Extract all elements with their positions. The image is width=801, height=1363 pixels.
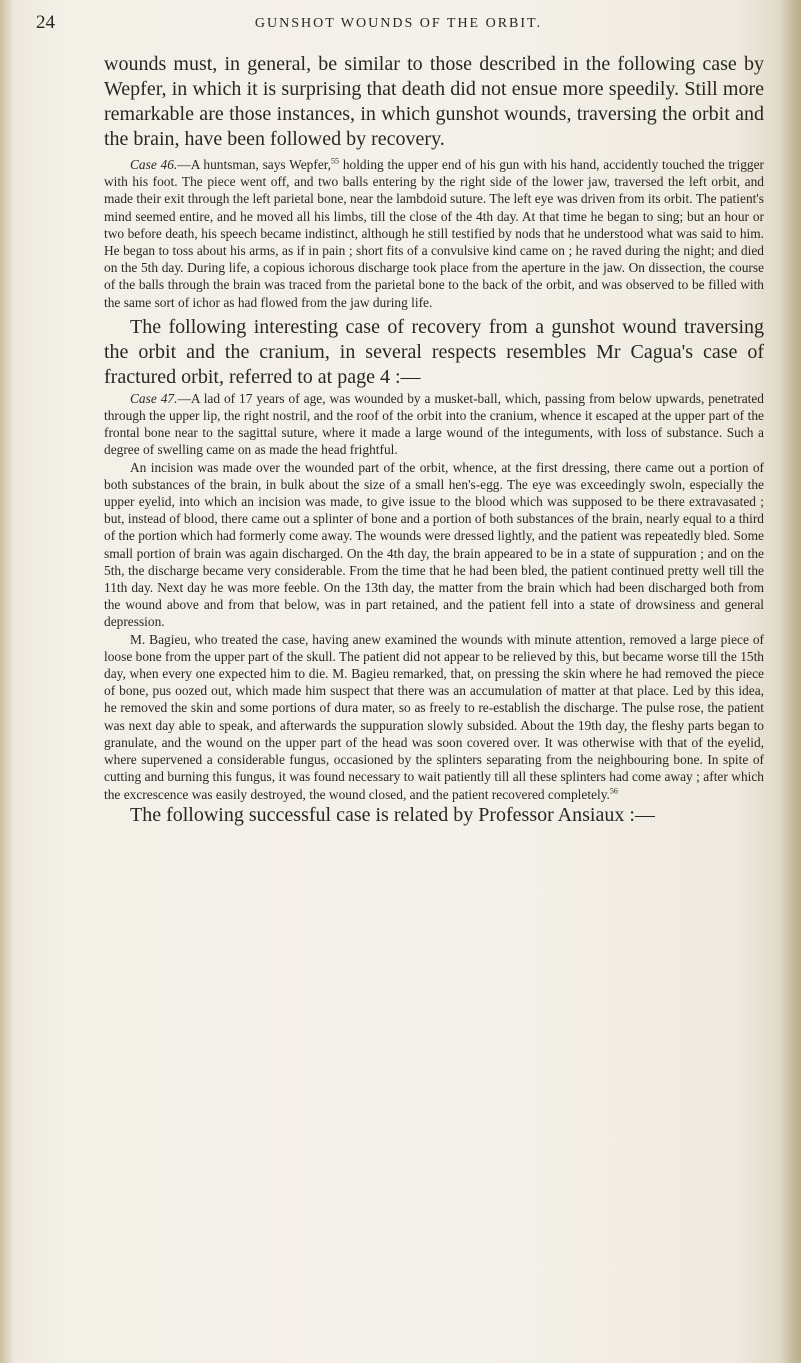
intro-paragraph: wounds must, in general, be similar to those described in the following case by Wepfer, in which it is surprising that death did not ensue more speedily. Still more remarkable are those instances, in which gunshot wounds, traversing the orbit and the brain, have been followed by recovery. [104,53,764,150]
page-header [36,12,761,36]
footnote-ref-56: 56 [609,786,618,796]
case-46-text-b: holding the upper end of his gun with his hand, accidently touched the trigger with his foot. The piece went off, and two balls entering by the right side of the lower jaw, traversed the left orbit, and made their exit through the left parietal bone, near the lambdoid suture. The left eye was driven from its orbit. The patient's mind seemed entire, and he moved all his limbs, till the close of the 4th day. At that time he began to sing; but an hour or two before death, his speech became indistinct, although he still testified by nods that he understood what was said to him. He began to toss about his arms, as if in pain ; short fits of a convulsive kind came on ; he raved during the night; and died on the 5th day. During life, a copious ichorous discharge took place from the aperture in the jaw. On dissection, the course of the balls through the brain was traced from the parietal bone to the back of the orbit, and was observed to be filled with the same sort of ichor as had flowed from the jaw during life. [104,157,765,310]
case-47-paragraph-3 [104,631,764,803]
case-46-paragraph [104,156,764,311]
transition-paragraph: The following interesting case of recovery from a gunshot wound traversing the orbit and the cranium, in several respects resembles Mr Cagua's case of fractured orbit, referred to at page 4 :— [104,315,764,388]
running-head: GUNSHOT WOUNDS OF THE ORBIT. [254,16,543,31]
page-left-shadow [0,0,14,1363]
case-47-label: Case 47. [130,390,178,406]
case-46-text-a: —A huntsman, says Wepfer, [177,157,332,172]
page-body [104,52,764,828]
case-47-paragraph-2: An incision was made over the wounded part of the orbit, whence, at the first dressing, there came out a portion of both substances of the brain, in bulk about the size of a small hen's-egg. The eye was exceedingly swoln, especially the upper eyelid, into which an incision was made, to give issue to the blood which was supposed to be there extravasated ; but, instead of blood, there came out a splinter of bone and a portion of both substances of the brain, nearly equal to a third of the portion which had formerly come away. The wounds were dressed lightly, and the patient was repeatedly bled. Some small portion of brain was again discharged. On the 4th day, the brain appeared to be in a state of suppuration ; and on the 5th, the discharge became very considerable. From the time that he had been bled, the patient continued pretty well till the 11th day. Next day he was more feeble. On the 13th day, the matter from the brain which had been discharged both from the wound above and from that below, was in part retained, and the patient fell into a state of drowsiness and general depression. [104,459,764,630]
case-47-text: —A lad of 17 years of age, was wounded by a musket-ball, which, passing from below upwards, penetrated through the upper lip, the right nostril, and the roof of the orbit into the cranium, whence it escaped at the upper part of the frontal bone near to the sagittal suture, where it made a large wound of the integuments, with loss of substance. Such a degree of swelling came on as made the head frightful. [104,390,765,458]
page-number: 24 [36,12,55,33]
case-46-label: Case 46. [130,157,178,172]
case-47-paragraph [104,390,764,459]
page-right-shadow [779,0,801,1363]
footnote-ref-55: 55 [331,156,340,166]
case-47-text-3: M. Bagieu, who treated the case, having anew examined the wounds with minute attention, removed a large piece of loose bone from the upper part of the skull. The patient did not appear to be relieved by this, but became worse till the 15th day, when every one expected him to die. M. Bagieu remarked, that, on pressing the skin where he had removed the piece of bone, pus oozed out, which made him suspect that there was an accumulation of matter at that place. Led by this idea, he removed the skin and some portions of dura mater, so as freely to re-establish the discharge. The pulse rose, the patient was next day able to speak, and afterwards the suppuration slowly subsided. About the 19th day, the fleshy parts began to granulate, and the wound on the upper part of the head was soon covered over. It was otherwise with that of the eyelid, where supervened a considerable fungus, occasioned by the splinters separating from the neighbouring bone. In spite of cutting and burning this fungus, it was found necessary to wait patiently till all these splinters had come away ; after which the excrescence was easily destroyed, the wound closed, and the patient recovered completely. [104,631,764,802]
closing-paragraph: The following successful case is related by Professor Ansiaux :— [130,803,655,826]
